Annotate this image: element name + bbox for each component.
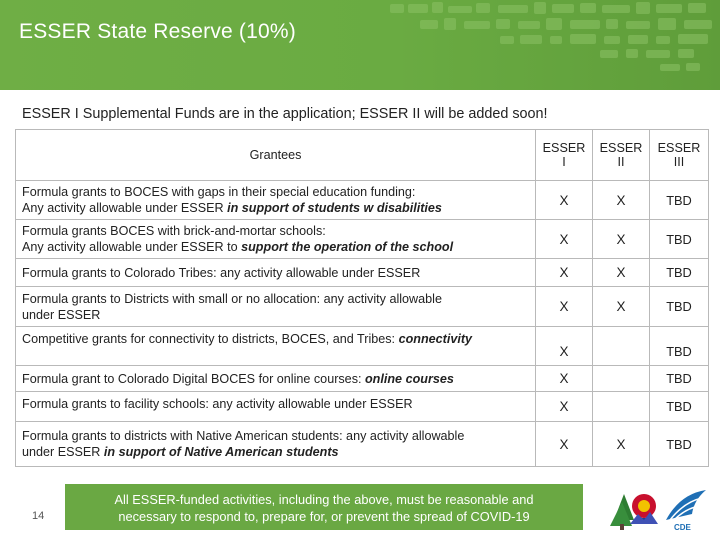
- esser-1-cell: X: [536, 422, 593, 467]
- table-row: [16, 181, 709, 220]
- esser-1-cell: X: [536, 220, 593, 259]
- esser-2-cell: [593, 327, 650, 366]
- colorado-logo: [610, 494, 658, 530]
- esser-2-cell: [593, 392, 650, 422]
- footer-note-line-1: All ESSER-funded activities, including the above, must be reasonable and: [114, 492, 534, 507]
- grantee-description: Formula grant to Colorado Digital BOCES for online courses: online courses: [16, 366, 536, 392]
- esser-1-cell: X: [536, 327, 593, 366]
- footer-note: [65, 484, 583, 530]
- title-banner: [0, 0, 720, 90]
- esser-3-cell: TBD: [650, 220, 709, 259]
- esser-1-cell: X: [536, 392, 593, 422]
- esser-3-cell: TBD: [650, 287, 709, 327]
- grantee-description: Formula grants to Colorado Tribes: any activity allowable under ESSER: [16, 259, 536, 287]
- esser-1-cell: X: [536, 366, 593, 392]
- esser-2-cell: [593, 366, 650, 392]
- esser-2-cell: X: [593, 422, 650, 467]
- grantee-description: Formula grants to districts with Native American students: any activity allowable under ESSER in support of Native American students: [16, 422, 536, 467]
- grantee-description: Formula grants to Districts with small or no allocation: any activity allowable under ESSER: [16, 287, 536, 327]
- esser-3-cell: TBD: [650, 422, 709, 467]
- esser-3-cell: TBD: [650, 366, 709, 392]
- decorative-pattern: [380, 0, 720, 90]
- esser-1-cell: X: [536, 287, 593, 327]
- grantee-description: Formula grants to BOCES with gaps in their special education funding: Any activity allowable under ESSER in support of students w disabilities: [16, 181, 536, 220]
- grants-table: [15, 129, 709, 467]
- esser-2-cell: X: [593, 220, 650, 259]
- header-grantees: Grantees: [16, 130, 536, 181]
- esser-1-cell: X: [536, 181, 593, 220]
- table-row: [16, 327, 709, 366]
- header-esser-1: ESSER I: [536, 130, 593, 181]
- page-title: ESSER State Reserve (10%): [19, 20, 296, 43]
- table-header-row: [16, 130, 709, 181]
- logos: [608, 476, 712, 532]
- table-row: [16, 422, 709, 467]
- esser-2-cell: X: [593, 259, 650, 287]
- footer-note-line-2: necessary to respond to, prepare for, or prevent the spread of COVID-19: [118, 509, 530, 524]
- esser-2-cell: X: [593, 181, 650, 220]
- header-esser-2: ESSER II: [593, 130, 650, 181]
- table-row: [16, 287, 709, 327]
- esser-2-cell: X: [593, 287, 650, 327]
- svg-text:CDE: CDE: [674, 523, 691, 532]
- grantee-description: Competitive grants for connectivity to districts, BOCES, and Tribes: connectivity: [16, 327, 536, 366]
- esser-3-cell: TBD: [650, 181, 709, 220]
- grantee-description: Formula grants BOCES with brick-and-mortar schools: Any activity allowable under ESSER to support the operation of the school: [16, 220, 536, 259]
- cde-logo: [666, 490, 706, 532]
- slide-number: 14: [32, 510, 45, 522]
- table-row: [16, 259, 709, 287]
- esser-1-cell: X: [536, 259, 593, 287]
- header-esser-3: ESSER III: [650, 130, 709, 181]
- esser-3-cell: TBD: [650, 259, 709, 287]
- grantee-description: Formula grants to facility schools: any activity allowable under ESSER: [16, 392, 536, 422]
- table-row: [16, 366, 709, 392]
- esser-3-cell: TBD: [650, 327, 709, 366]
- table-row: [16, 392, 709, 422]
- table-row: [16, 220, 709, 259]
- subtitle: ESSER I Supplemental Funds are in the application; ESSER II will be added soon!: [22, 106, 548, 122]
- esser-3-cell: TBD: [650, 392, 709, 422]
